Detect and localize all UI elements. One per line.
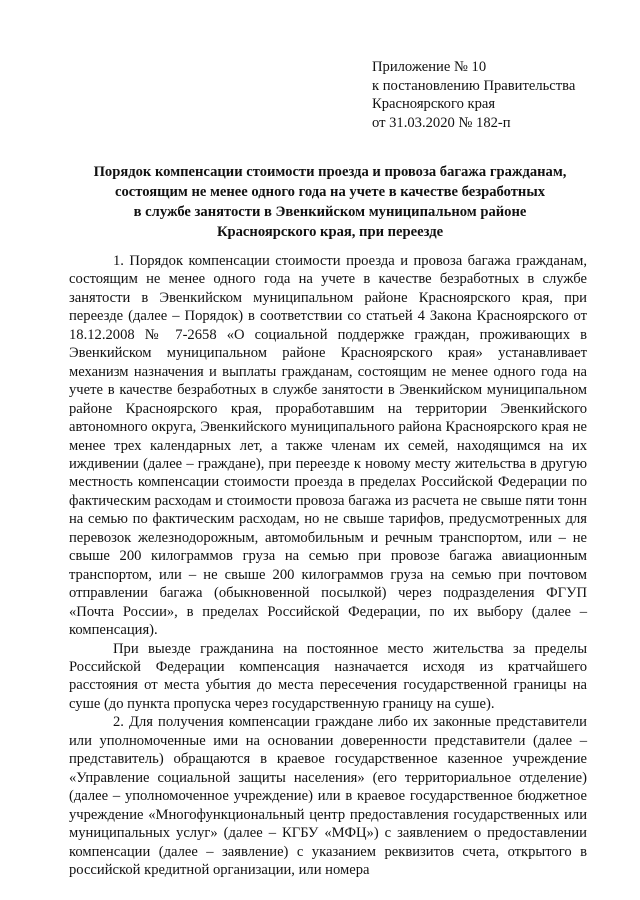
paragraph-1: 1. Порядок компенсации стоимости проезда и провоза багажа гражданам, состоящим не менее одного года на учете в качестве безработных в службе занятости в Эвенкийском муниципальном районе Красноярского края, при переезде (далее – Порядок) в соответствии со статьей 4 Закона Красноярского от 18.12.2008 № 7-2658 «О социальной поддержке граждан, проживающих в Эвенкийском муниципальном районе Красноярского края» устанавливает механизм назначения и выплаты гражданам, состоящим не менее одного года на учете в качестве безработных в службе занятости в Эвенкийском муниципальном районе Красноярского края, проработавшим на территории Эвенкийского автономного округа, Эвенкийского муниципального района Красноярского края не менее трех календарных лет, а также членам их семей, находящимся на их иждивении (далее – граждане), при переезде к новому месту жительства в другую местность компенсации стоимости проезда в пределах Российской Федерации по фактическим расходам и стоимости провоза багажа из расчета не свыше пяти тонн на семью по фактическим расходам, но не свыше тарифов, предусмотренных для перевозок железнодорожным, автомобильным и речным транспортом, или – не свыше 200 килограммов груза на семью при провозе багажа авиационным транспортом, или – не свыше 200 килограммов груза на семью при почтовом отправлении багажа (обыкновенной посылкой) через подразделения ФГУП «Почта России», в пределах Российской Федерации, по их выбору (далее – компенсация). <box>69 253 587 639</box>
appendix-number: Приложение № 10 <box>372 59 487 75</box>
appendix-header <box>372 58 575 132</box>
title-line: в службе занятости в Эвенкийском муниципальном районе <box>133 204 527 220</box>
title-line: Красноярского края, при переезде <box>216 224 444 240</box>
document-body <box>69 252 587 879</box>
title-line: Порядок компенсации стоимости проезда и провоза багажа гражданам, <box>93 164 567 180</box>
title-line: состоящим не менее одного года на учете в качестве безработных <box>114 184 546 200</box>
paragraph-3: 2. Для получения компенсации граждане либо их законные представители или уполномоченные ими на основании доверенности представители (далее – представитель) обращаются в краевое государственное казенное учреждение «Управление социальной защиты населения» (его территориальное отделение) (далее – уполномоченное учреждение) или в краевое государственное бюджетное учреждение «Многофункциональный центр предоставления государственных или муниципальных услуг» (далее – КГБУ «МФЦ») с заявлением о предоставлении компенсации (далее – заявление) с указанием реквизитов счета, открытого в российской кредитной организации, или номера <box>69 714 587 878</box>
appendix-region: Красноярского края <box>372 96 496 112</box>
document-title <box>70 162 590 242</box>
paragraph-2: При выезде гражданина на постоянное место жительства за пределы Российской Федерации компенсация назначается исходя из кратчайшего расстояния от места убытия до места пересечения государственной границы на суше (до пункта пропуска через государственную границу на суше). <box>69 640 587 712</box>
appendix-resolution-ref: к постановлению Правительства <box>372 77 576 94</box>
appendix-date-number: от 31.03.2020 № 182-п <box>372 114 511 131</box>
